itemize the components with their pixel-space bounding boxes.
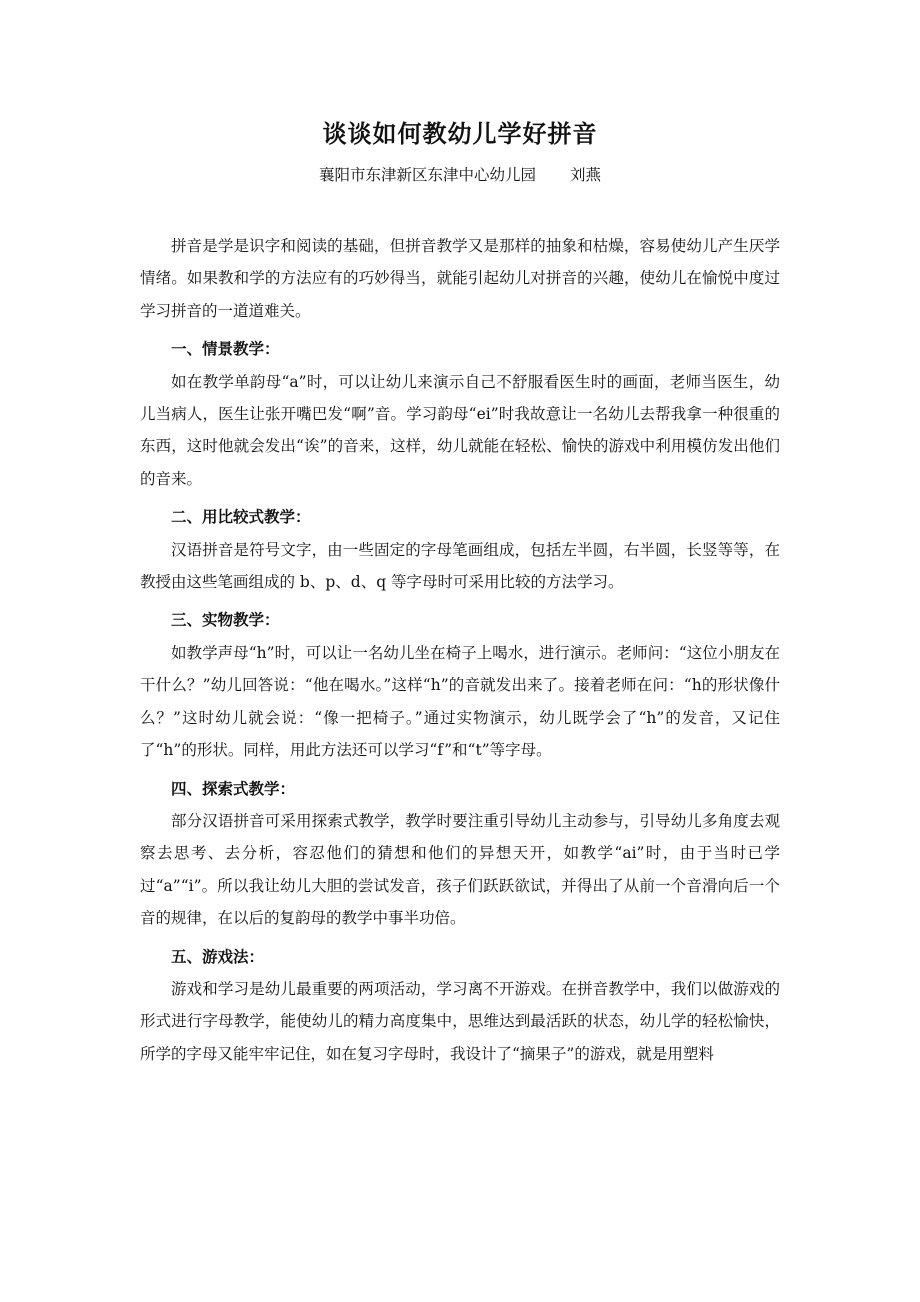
- section-paragraph-5: 游戏和学习是幼儿最重要的两项活动，学习离不开游戏。在拼音教学中，我们以做游戏的形式进行字母教学，能使幼儿的精力高度集中，思维达到最活跃的状态，幼儿学的轻松愉快，所学的字母又能牢牢记住，如在复习字母时，我设计了“摘果子”的游戏，就是用塑料: [140, 979, 780, 1063]
- intro-paragraph: 拼音是学是识字和阅读的基础，但拼音教学又是那样的抽象和枯燥，容易使幼儿产生厌学情绪。如果教和学的方法应有的巧妙得当，就能引起幼儿对拼音的兴趣，使幼儿在愉悦中度过学习拼音的一道道难关。: [140, 237, 780, 320]
- section-heading-1: 一、情景教学：: [171, 339, 280, 359]
- byline: [0, 163, 920, 187]
- section-heading-4: 四、探索式教学：: [171, 778, 296, 798]
- byline-organization: 襄阳市东津新区东津中心幼儿园: [318, 166, 536, 184]
- section-paragraph-2: 汉语拼音是符号文字，由一些固定的字母笔画组成，包括左半圆，右半圆，长竖等等，在教授由这些笔画组成的 b、p、d、q 等字母时可采用比较的方法学习。: [140, 540, 780, 592]
- section-heading-2: 二、用比较式教学：: [171, 507, 311, 527]
- section-paragraph-1: 如在教学单韵母“a”时，可以让幼儿来演示自己不舒服看医生时的画面，老师当医生，幼儿当病人，医生让张开嘴巴发“啊”音。学习韵母“ei”时我故意让一名幼儿去帮我拿一种很重的东西，这时他就会发出“诶”的音来，这样，幼儿就能在轻松、愉快的游戏中利用模仿发出他们的音来。: [140, 372, 780, 488]
- section-heading-3: 三、实物教学：: [171, 610, 280, 630]
- byline-author: 刘燕: [570, 166, 602, 184]
- section-heading-5: 五、游戏法：: [171, 946, 265, 966]
- document-title: 谈谈如何教幼儿学好拼音: [322, 119, 598, 148]
- section-paragraph-3: 如教学声母“h”时，可以让一名幼儿坐在椅子上喝水，进行演示。老师问：“这位小朋友在干什么？”幼儿回答说：“他在喝水。”这样“h”的音就发出来了。接着老师在问：“h的形状像什么？”这时幼儿就会说：“像一把椅子。”通过实物演示，幼儿既学会了“h”的发音，又记住了“h”的形状。同样，用此方法还可以学习“f”和“t”等字母。: [140, 643, 780, 760]
- section-paragraph-4: 部分汉语拼音可采用探索式教学，教学时要注重引导幼儿主动参与，引导幼儿多角度去观察去思考、去分析，容忍他们的猜想和他们的异想天开，如教学“ai”时，由于当时已学过“a”“i”。所以我让幼儿大胆的尝试发音，孩子们跃跃欲试，并得出了从前一个音滑向后一个音的规律，在以后的复韵母的教学中事半功倍。: [140, 811, 780, 928]
- document-body: [140, 230, 780, 1070]
